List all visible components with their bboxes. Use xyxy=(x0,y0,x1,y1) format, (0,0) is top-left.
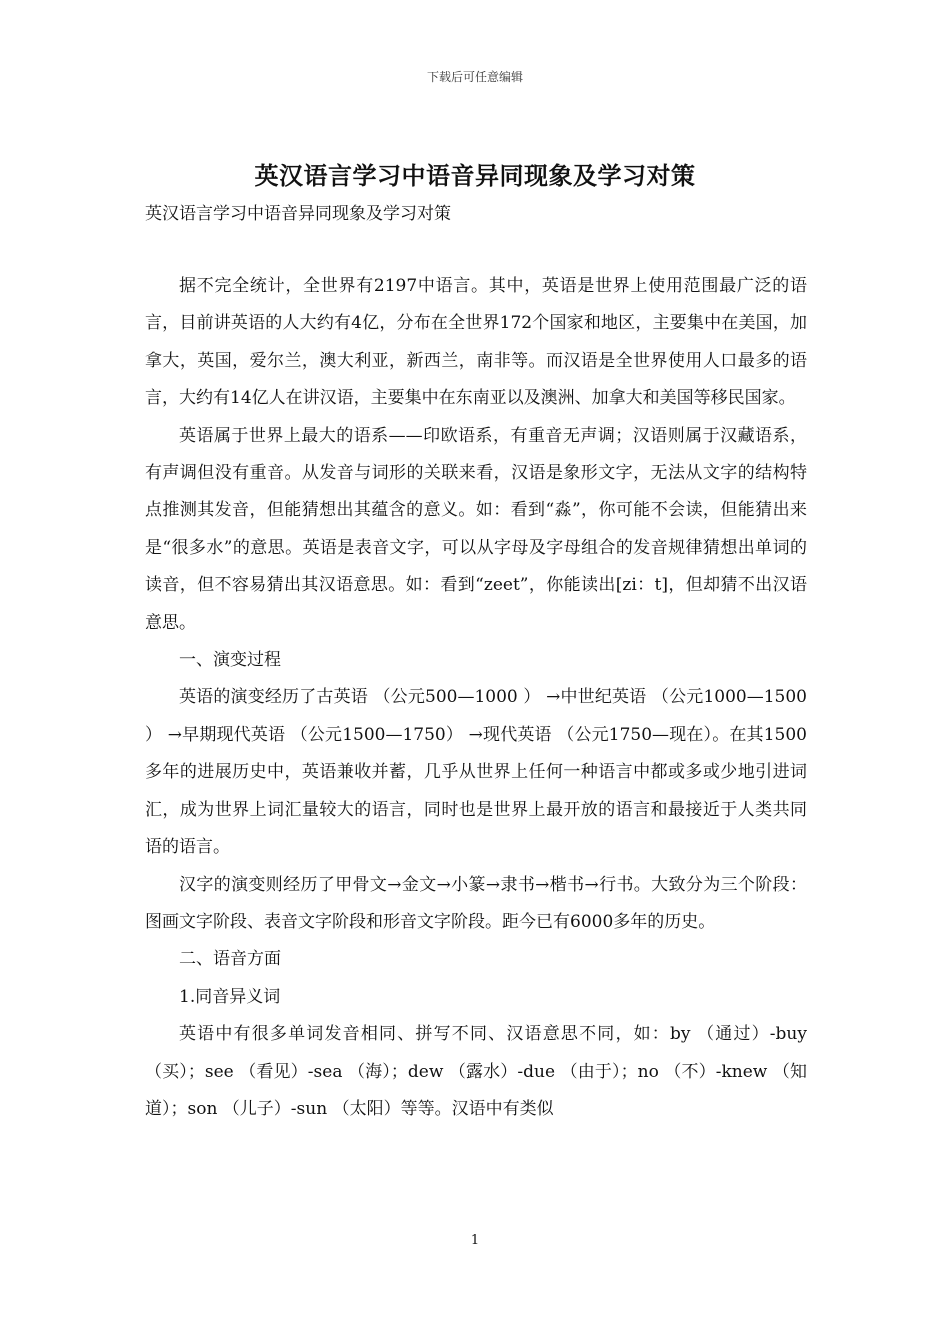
paragraph-language-families: 英语属于世界上最大的语系——印欧语系，有重音无声调；汉语则属于汉藏语系，有声调但没有重音。从发音与词形的关联来看，汉语是象形文字，无法从文字的结构特点推测其发音，但能猜想出其蕴含的意义。如：看到“淼”，你可能不会读，但能猜出来是“很多水”的意思。英语是表音文字，可以从字母及字母组合的发音规律猜想出单词的读音，但不容易猜出其汉语意思。如：看到“zeet”，你能读出[zi：t]，但却猜不出汉语意思。 xyxy=(145,425,807,633)
page-header-note: 下载后可任意编辑 xyxy=(426,70,523,84)
document-subtitle: 英汉语言学习中语音异同现象及学习对策 xyxy=(145,204,451,224)
section-heading-phonetics: 二、语音方面 xyxy=(179,949,281,970)
paragraph-chinese-evolution: 汉字的演变则经历了甲骨文→金文→小篆→隶书→楷书→行书。大致分为三个阶段：图画文字阶段、表音文字阶段和形音文字阶段。距今已有6000多年的历史。 xyxy=(145,874,807,932)
paragraph-homophones: 英语中有很多单词发音相同、拼写不同、汉语意思不同，如：by （通过）-buy （买）；see （看见）-sea （海）；dew （露水）-due （由于）；no （不）-knew （知道）；son （儿子）-sun （太阳）等等。汉语中有类似 xyxy=(145,1024,807,1119)
page-number: 1 xyxy=(470,1233,480,1248)
document-body xyxy=(145,268,807,1128)
document-title: 英汉语言学习中语音异同现象及学习对策 xyxy=(254,161,696,190)
paragraph-english-evolution: 英语的演变经历了古英语 （公元500—1000 ） →中世纪英语 （公元1000—1500 ） →早期现代英语 （公元1500—1750） →现代英语 （公元1750—现在）。在其1500多年的进展历史中，英语兼收并蓄，几乎从世界上任何一种语言中都或多或少地引进词汇，成为世界上词汇量较大的语言，同时也是世界上最开放的语言和最接近于人类共同语的语言。 xyxy=(145,687,807,858)
paragraph-intro: 据不完全统计，全世界有2197中语言。其中，英语是世界上使用范围最广泛的语言，目前讲英语的人大约有4亿，分布在全世界172个国家和地区，主要集中在美国，加拿大，英国，爱尔兰，澳大利亚，新西兰，南非等。而汉语是全世界使用人口最多的语言，大约有14亿人在讲汉语，主要集中在东南亚以及澳洲、加拿大和美国等移民国家。 xyxy=(145,276,807,409)
section-heading-evolution: 一、演变过程 xyxy=(179,650,281,671)
subsection-heading-homophones: 1.同音异义词 xyxy=(179,986,281,1007)
